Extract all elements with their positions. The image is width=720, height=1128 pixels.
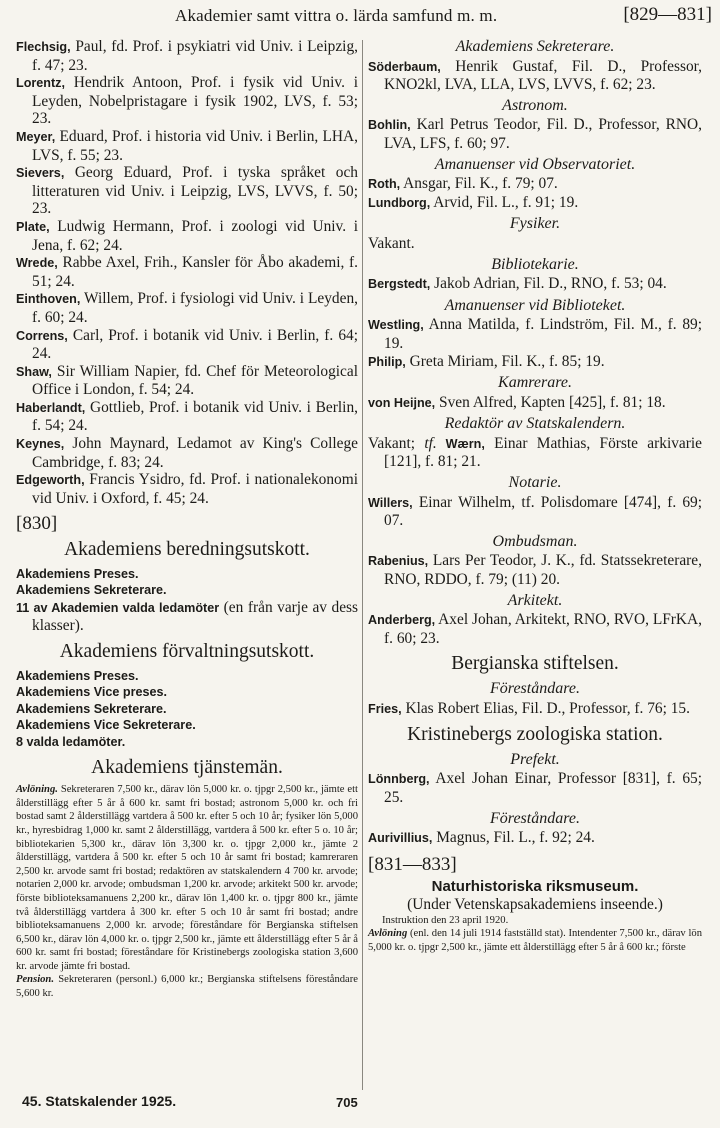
staff-entry: Fries, Klas Robert Elias, Fil. D., Professor, f. 76; 15. [368, 699, 690, 717]
left-column [16, 38, 358, 1001]
heading-kristineberg: Kristinebergs zoologiska station. [407, 724, 663, 746]
footer-edition: 45. Statskalender 1925. [22, 1093, 177, 1109]
staff-entry: Vakant; tf. Wærn, Einar Mathias, Förste arkivarie [121], f. 81; 21. [368, 434, 702, 471]
heading-notarie: Notarie. [508, 474, 562, 492]
member-entry: Lorentz, Hendrik Antoon, Prof. i fysik vid Univ. i Leyden, Nobelpristagare i fysik 1902, LVS, f. 53; 23. [16, 74, 358, 128]
staff-entry: Roth, Ansgar, Fil. K., f. 79; 07. [368, 175, 558, 193]
staff-entry: Vakant. [368, 234, 415, 252]
member-entry: Meyer, Eduard, Prof. i historia vid Univ. i Berlin, LHA, LVS, f. 55; 23. [16, 127, 358, 164]
staff-entry: Lundborg, Arvid, Fil. L., f. 91; 19. [368, 193, 579, 211]
member-entry: Flechsig, Paul, fd. Prof. i psykiatri vid Univ. i Leipzig, f. 47; 23. [16, 38, 358, 74]
heading-forestandare: Föreståndare. [490, 680, 580, 697]
member-list [16, 38, 358, 507]
staff-entry: Söderbaum, Henrik Gustaf, Fil. D., Professor, KNO2kl, LVA, LLA, LVS, LVVS, f. 62; 23. [368, 57, 702, 94]
committee-line: Akademiens Preses. [16, 566, 139, 581]
member-entry: Haberlandt, Gottlieb, Prof. i botanik vid Univ. i Berlin, f. 54; 24. [16, 398, 358, 435]
running-title: Akademier samt vittra o. lärda samfund m. m. [175, 6, 498, 25]
member-entry: Correns, Carl, Prof. i botanik vid Univ. i Berlin, f. 64; 24. [16, 326, 358, 363]
column-divider [362, 40, 363, 1090]
member-entry: Edgeworth, Francis Ysidro, fd. Prof. i nationalekonomi vid Univ. i Oxford, f. 45; 24. [16, 471, 358, 507]
committee-line: Akademiens Vice Sekreterare. [16, 718, 196, 733]
heading-forestandare: Föreståndare. [490, 809, 580, 827]
staff-entry: Westling, Anna Matilda, f. Lindström, Fil. M., f. 89; 19. [368, 316, 702, 352]
member-entry: Einthoven, Willem, Prof. i fysiologi vid Univ. i Leyden, f. 60; 24. [16, 290, 358, 326]
page-number: 705 [336, 1095, 358, 1110]
committee-line: Akademiens Sekreterare. [16, 701, 167, 716]
section-reference-830: [830] [16, 513, 58, 535]
section-reference-831: [831—833] [368, 853, 457, 875]
heading-ombudsman: Ombudsman. [492, 532, 578, 550]
committee-line: Akademiens Preses. [16, 668, 139, 683]
heading-bibliotekarie: Bibliotekarie. [491, 255, 579, 273]
heading-amanuenser-biblioteket: Amanuenser vid Biblioteket. [444, 296, 626, 314]
committee-line: 8 valda ledamöter. [16, 734, 126, 749]
staff-entry: von Heijne, Sven Alfred, Kapten [425], f. 81; 18. [368, 393, 666, 411]
member-entry: Plate, Ludwig Hermann, Prof. i zoologi vid Univ. i Jena, f. 62; 24. [16, 217, 358, 254]
heading-arkitekt: Arkitekt. [507, 591, 563, 609]
heading-redaktor: Redaktör av Statskalendern. [444, 415, 626, 433]
staff-entry: Rabenius, Lars Per Teodor, J. K., fd. Statssekreterare, RNO, RDDO, f. 79; (11) 20. [368, 552, 702, 589]
salary-paragraph: Avlöning. Sekreteraren 7,500 kr., därav lön 5,000 kr. o. tjpgr 2,500 kr., jämte ett ålderstillägg efter 5 år å 600 kr. samt fri bostad; astronom 5,000 kr. och fri bostad samt 2 ålderstillägg vartdera å 500 kr. efter 5 och 10 år; fysiker lön 5,000 kr., hyresbidrag 1,000 kr. samt 2 ålderstillägg, vartdera å 500 kr. efter 5 o. 10 år; bibliotekarien 5,300 kr., därav lön 3,300 kr. o. tjpgr 2,000 kr., jämte 2 ålderstillägg, vartdera å 500 kr. efter 5 och 10 år samt fri bostad; kamreraren 2,500 kr. arvode samt fri bostad; redaktören av statskalendern 4 700 kr. arvode; notarien 2,000 kr. arvode; ombudsman 1,200 kr. arvode; arkitekt 500 kr. arvode; förste biblioteksamanuens 2,200 kr., därav lön 1,400 kr. o. tjpgr 800 kr., jämte två ålderstillägg vartdera å 300 kr. efter 5 och 10 år samt fri bostad; andre biblioteksamanuens 2,000 kr. arvode; föreståndare för Bergianska stiftelsen 6,500 kr., därav lön 4,000 kr. o. tjpgr 2,500 kr., jämte ett ålderstillägg efter 5 år å 600 kr. samt fri bostad; föreståndare för Kristinebergs zoologiska station 3,600 kr. arvode jämte fri bostad. [16, 784, 358, 972]
member-entry: Shaw, Sir William Napier, fd. Chef för Meteorological Office i London, f. 54; 24. [16, 362, 358, 399]
heading-prefekt: Prefekt. [510, 750, 560, 768]
heading-tjanstemän: Akademiens tjänstemän. [91, 756, 283, 778]
member-entry: Sievers, Georg Eduard, Prof. i tyska språket och litteraturen vid Univ. i Leipzig, LVS, LVVS, f. 50; 23. [16, 164, 358, 218]
member-entry: Wrede, Rabbe Axel, Frih., Kansler för Åbo akademi, f. 51; 24. [16, 254, 358, 290]
heading-naturhistoriska: Naturhistoriska riksmuseum. [431, 878, 639, 896]
heading-beredningsutskott: Akademiens beredningsutskott. [64, 539, 310, 561]
supervision-note: (Under Vetenskapsakademiens inseende.) [407, 895, 663, 913]
salary-paragraph: Avlöning (enl. den 14 juli 1914 fastställd stat). Intendenter 7,500 kr., därav lön 5,000 kr. o. tjpgr 2,500 kr., jämte ett ålderstillägg efter 5 år å 600 kr.; förste [368, 928, 702, 953]
committee-line: Akademiens Sekreterare. [16, 583, 167, 598]
staff-entry: Willers, Einar Wilhelm, tf. Polisdomare [474], f. 69; 07. [368, 493, 702, 530]
page-range: [829—831] [623, 4, 712, 25]
heading-bergianska: Bergianska stiftelsen. [451, 653, 619, 675]
staff-entry: Philip, Greta Miriam, Fil. K., f. 85; 19. [368, 352, 605, 370]
page-header [0, 4, 720, 30]
heading-fysiker: Fysiker. [509, 215, 561, 233]
heading-astronom: Astronom. [502, 96, 568, 114]
heading-kamrerare: Kamrerare. [498, 374, 572, 392]
pension-paragraph: Pension. Sekreteraren (personl.) 6,000 kr.; Bergianska stiftelsens föreståndare 5,600 kr. [16, 974, 358, 1000]
heading-sekreterare: Akademiens Sekreterare. [455, 38, 615, 55]
committee-line: Akademiens Vice preses. [16, 685, 167, 700]
staff-entry: Bergstedt, Jakob Adrian, Fil. D., RNO, f. 53; 04. [368, 275, 667, 293]
heading-forvaltningsutskott: Akademiens förvaltningsutskott. [59, 641, 315, 662]
member-entry: Keynes, John Maynard, Ledamot av King's College Cambridge, f. 83; 24. [16, 435, 358, 471]
committee-line: 11 av Akademien valda ledamöter (en från varje av dess klasser). [16, 598, 358, 635]
staff-entry: Lönnberg, Axel Johan Einar, Professor [831], f. 65; 25. [368, 770, 702, 806]
staff-entry: Bohlin, Karl Petrus Teodor, Fil. D., Professor, RNO, LVA, LFS, f. 60; 97. [368, 116, 702, 152]
right-column [368, 38, 702, 954]
page-footer [0, 1093, 720, 1117]
staff-entry: Aurivillius, Magnus, Fil. L., f. 92; 24. [368, 829, 595, 847]
heading-amanuenser-observatoriet: Amanuenser vid Observatoriet. [434, 155, 636, 173]
staff-entry: Anderberg, Axel Johan, Arkitekt, RNO, RVO, LFrKA, f. 60; 23. [368, 611, 702, 647]
instruction-line: Instruktion den 23 april 1920. [382, 914, 509, 926]
